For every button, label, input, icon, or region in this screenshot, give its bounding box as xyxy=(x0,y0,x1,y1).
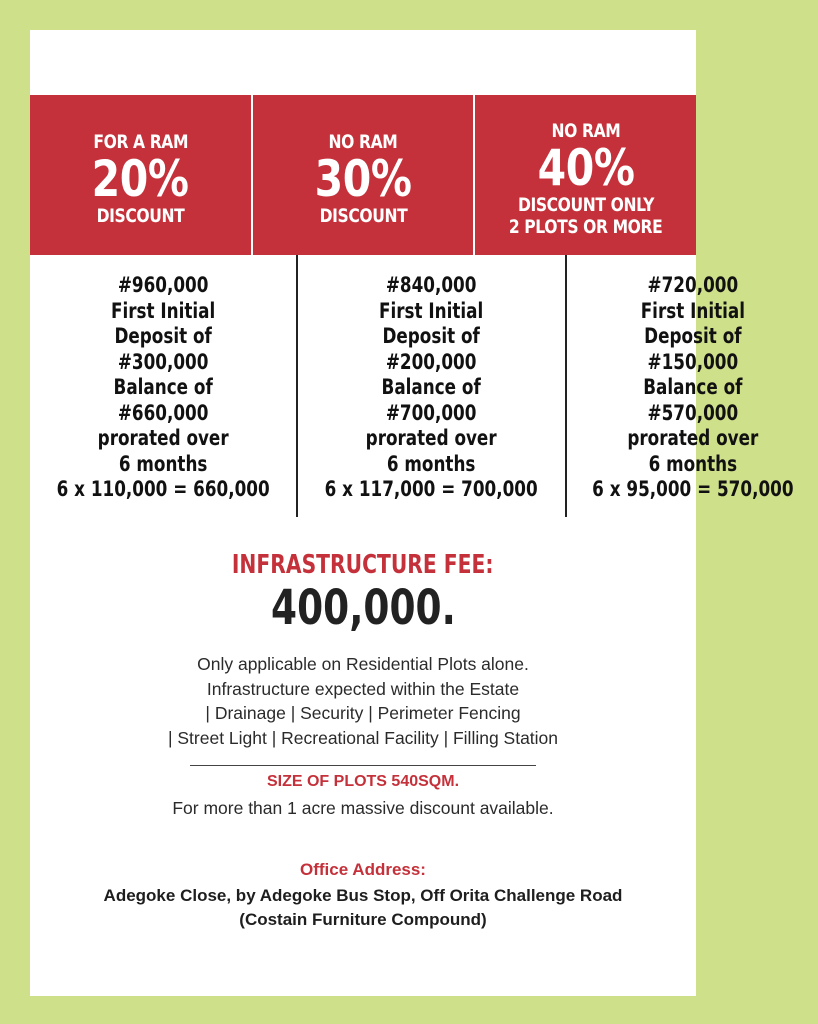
plan-text: prorated over xyxy=(365,426,497,450)
flyer-card xyxy=(30,30,794,996)
balance-amount: #660,000 xyxy=(117,400,209,425)
discount-header-40 xyxy=(475,95,696,255)
payment-plan-row xyxy=(30,255,794,517)
installment-formula: 6 x 95,000 = 570,000 xyxy=(591,477,794,501)
plan-text: prorated over xyxy=(97,426,229,450)
infrastructure-fee-title: INFRASTRUCTURE FEE: xyxy=(232,550,494,580)
plan-text: First Initial xyxy=(379,298,484,323)
plan-text: Balance of xyxy=(642,375,743,399)
payment-plan-30 xyxy=(298,255,566,517)
balance-amount: #700,000 xyxy=(386,400,477,425)
deposit-amount: #300,000 xyxy=(117,349,209,374)
discount-percent: 40% xyxy=(537,139,635,197)
plan-duration: 6 months xyxy=(118,451,208,476)
plan-text: Deposit of xyxy=(114,324,212,348)
deposit-amount: #200,000 xyxy=(386,349,477,374)
discount-label: DISCOUNT xyxy=(319,205,407,227)
price: #720,000 xyxy=(647,273,738,297)
discount-header-30 xyxy=(253,95,476,255)
plan-text: Balance of xyxy=(381,375,482,399)
plan-text: First Initial xyxy=(111,298,216,323)
discount-label: DISCOUNT ONLY xyxy=(517,194,654,216)
note-line: Infrastructure expected within the Estate xyxy=(206,678,520,699)
discount-header-20 xyxy=(30,95,253,255)
note-line: Only applicable on Residential Plots alone. xyxy=(197,654,529,674)
plan-duration: 6 months xyxy=(387,451,476,476)
plot-discount-note: For more than 1 acre massive discount available. xyxy=(172,798,554,818)
payment-plan-40 xyxy=(567,255,818,517)
plan-text: Balance of xyxy=(113,375,213,399)
plan-text: Deposit of xyxy=(643,324,742,348)
plan-text: Deposit of xyxy=(382,324,481,348)
discount-header-row xyxy=(30,95,696,255)
plan-text: First Initial xyxy=(640,298,745,323)
discount-percent: 20% xyxy=(91,150,189,208)
discount-condition: NO RAM xyxy=(328,131,398,153)
installment-formula: 6 x 117,000 = 700,000 xyxy=(324,477,538,501)
price: #840,000 xyxy=(386,273,477,297)
plan-duration: 6 months xyxy=(648,451,737,476)
office-address xyxy=(30,884,696,932)
discount-condition: FOR A RAM xyxy=(92,131,188,153)
discount-condition: NO RAM xyxy=(551,120,621,142)
infrastructure-notes xyxy=(30,652,696,750)
deposit-amount: #150,000 xyxy=(647,349,738,374)
installment-formula: 6 x 110,000 = 660,000 xyxy=(56,477,270,501)
address-line: Adegoke Close, by Adegoke Bus Stop, Off Orita Challenge Road xyxy=(103,886,623,905)
infrastructure-fee-amount: 400,000. xyxy=(270,580,456,636)
address-line: (Costain Furniture Compound) xyxy=(239,910,487,929)
discount-percent: 30% xyxy=(314,150,412,208)
office-address-title: Office Address: xyxy=(300,860,426,879)
price: #960,000 xyxy=(117,273,209,297)
divider xyxy=(190,765,536,766)
payment-plan-20 xyxy=(30,255,298,517)
plot-size-title: SIZE OF PLOTS 540SQM. xyxy=(266,773,460,790)
discount-label: DISCOUNT xyxy=(96,205,185,227)
note-line: | Drainage | Security | Perimeter Fencing xyxy=(205,703,521,723)
note-line: | Street Light | Recreational Facility | Filling Station xyxy=(167,727,559,748)
plan-text: prorated over xyxy=(626,426,758,450)
balance-amount: #570,000 xyxy=(647,400,738,425)
discount-qualifier: 2 PLOTS OR MORE xyxy=(508,216,663,238)
